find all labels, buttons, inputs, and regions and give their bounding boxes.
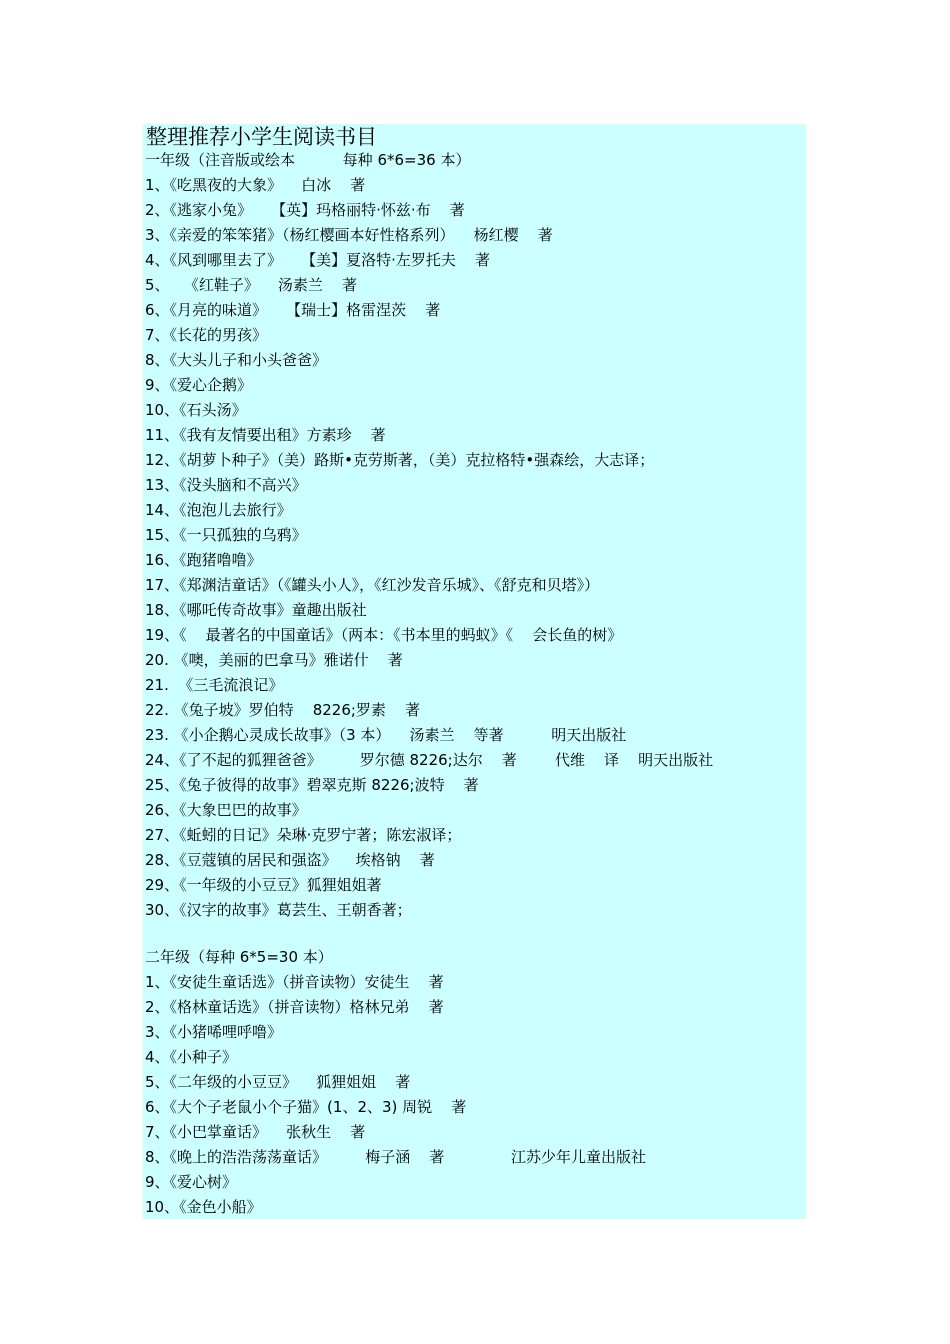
list-item: 3、《亲爱的笨笨猪》（杨红樱画本好性格系列） 杨红樱 著	[145, 226, 553, 244]
list-item: 30、《汉字的故事》葛芸生、王朝香著；	[145, 901, 412, 919]
list-item: 18、《哪吒传奇故事》童趣出版社	[145, 601, 367, 619]
list-item: 5、《二年级的小豆豆》 狐狸姐姐 著	[145, 1073, 411, 1091]
list-item: 12、《胡萝卜种子》（美）路斯•克劳斯著，（美）克拉格特•强森绘，大志译；	[145, 451, 655, 469]
list-item: 13、《没头脑和不高兴》	[145, 476, 307, 494]
list-item: 11、《我有友情要出租》方素珍 著	[145, 426, 386, 444]
list-item: 10、《金色小船》	[145, 1198, 262, 1216]
list-item: 26、《大象巴巴的故事》	[145, 801, 307, 819]
grade1-heading: 一年级（注音版或绘本 每种 6*6=36 本）	[145, 151, 471, 169]
list-item: 27、《蚯蚓的日记》朵琳·克罗宁著；陈宏淑译；	[145, 826, 462, 844]
list-item: 8、《晚上的浩浩荡荡童话》 梅子涵 著 江苏少年儿童出版社	[145, 1148, 647, 1166]
list-item: 20. 《噢，美丽的巴拿马》雅诺什 著	[145, 651, 403, 669]
list-item: 19、《 最著名的中国童话》（两本：《书本里的蚂蚁》《 会长鱼的树》	[145, 626, 623, 644]
list-item: 21. 《三毛流浪记》	[145, 676, 284, 694]
list-item: 6、《大个子老鼠小个子猫》(1、2、3) 周锐 著	[145, 1098, 467, 1116]
list-item: 9、《爱心企鹅》	[145, 376, 253, 394]
list-item: 29、《一年级的小豆豆》狐狸姐姐著	[145, 876, 382, 894]
list-item: 5、 《红鞋子》 汤素兰 著	[145, 276, 357, 294]
list-item: 16、《跑猪噜噜》	[145, 551, 262, 569]
list-item: 1、《安徒生童话选》（拼音读物）安徒生 著	[145, 973, 444, 991]
list-item: 2、《格林童话选》（拼音读物）格林兄弟 著	[145, 998, 444, 1016]
grade2-heading: 二年级（每种 6*5=30 本）	[145, 948, 333, 966]
list-item: 7、《长花的男孩》	[145, 326, 268, 344]
list-item: 8、《大头儿子和小头爸爸》	[145, 351, 328, 369]
list-item: 25、《兔子彼得的故事》碧翠克斯 8226;波特 著	[145, 776, 479, 794]
list-item: 9、《爱心树》	[145, 1173, 238, 1191]
list-item: 2、《逃家小兔》 【英】玛格丽特·怀兹·布 著	[145, 201, 465, 219]
list-item: 17、《郑渊洁童话》（《罐头小人》，《红沙发音乐城》、《舒克和贝塔》）	[145, 576, 600, 594]
list-item: 3、《小猪唏哩呼噜》	[145, 1023, 283, 1041]
document-title: 整理推荐小学生阅读书目	[146, 125, 377, 149]
list-item: 23. 《小企鹅心灵成长故事》（3 本） 汤素兰 等著 明天出版社	[145, 726, 627, 744]
list-item: 22. 《兔子坡》罗伯特 8226;罗素 著	[145, 701, 420, 719]
list-item: 4、《小种子》	[145, 1048, 238, 1066]
list-item: 28、《豆蔻镇的居民和强盗》 埃格钠 著	[145, 851, 435, 869]
list-item: 4、《风到哪里去了》 【美】夏洛特·左罗托夫 著	[145, 251, 490, 269]
list-item: 14、《泡泡儿去旅行》	[145, 501, 292, 519]
list-item: 24、《了不起的狐狸爸爸》 罗尔德 8226;达尔 著 代维 译 明天出版社	[145, 751, 714, 769]
list-item: 6、《月亮的味道》 【瑞士】格雷涅茨 著	[145, 301, 441, 319]
list-item: 1、《吃黑夜的大象》 白冰 著	[145, 176, 366, 194]
list-item: 15、《一只孤独的乌鸦》	[145, 526, 307, 544]
list-item: 10、《石头汤》	[145, 401, 247, 419]
list-item: 7、《小巴掌童话》 张秋生 著	[145, 1123, 366, 1141]
